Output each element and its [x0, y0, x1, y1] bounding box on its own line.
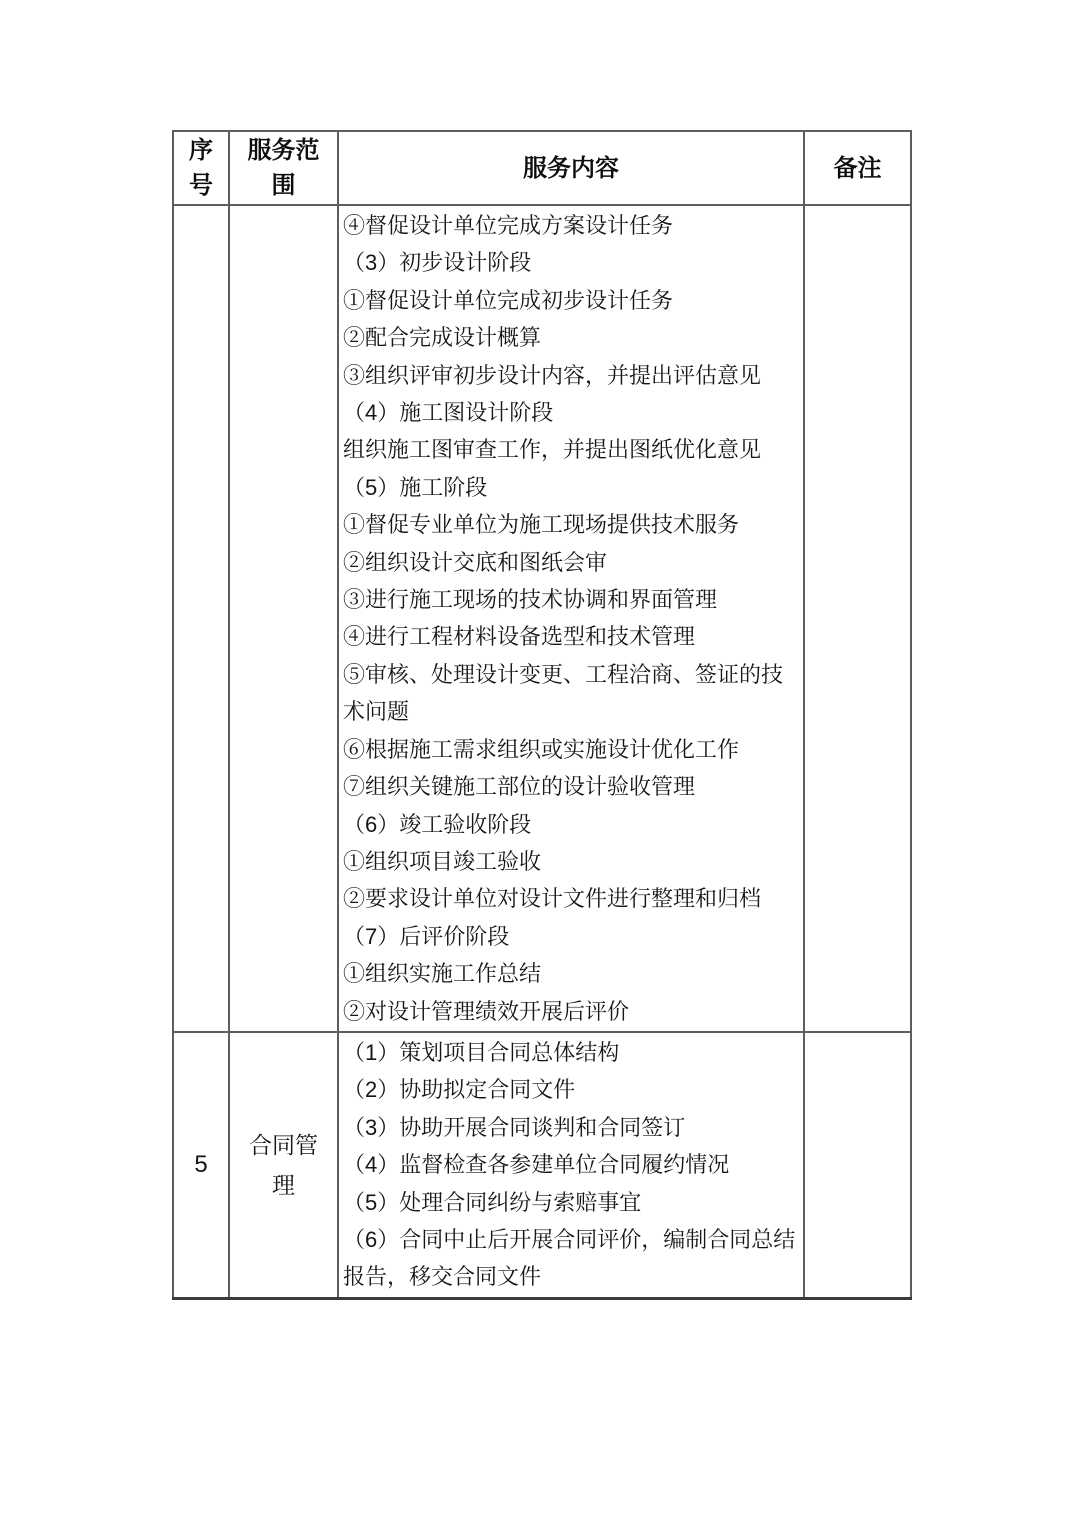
- content-line: （4）监督检查各参建单位合同履约情况: [343, 1152, 730, 1178]
- content-line: ⑤审核、处理设计变更、工程洽商、签证的技术问题: [343, 661, 784, 725]
- content-line: 组织施工图审查工作，并提出图纸优化意见: [343, 437, 762, 463]
- cell-service-scope: [229, 205, 338, 1032]
- cell-service-scope: 合同管理: [229, 1032, 338, 1299]
- content-line-list: [343, 207, 796, 1030]
- cell-serial-number: [173, 205, 229, 1032]
- content-line: （7）后评价阶段: [343, 923, 510, 949]
- content-line: ②配合完成设计概算: [343, 325, 542, 351]
- cell-remark: [804, 1032, 911, 1299]
- header-serial-number: 序号: [173, 131, 229, 205]
- content-line: （5）施工阶段: [343, 474, 488, 500]
- content-line: ②组织设计交底和图纸会审: [343, 549, 608, 575]
- table-header-row: [173, 131, 911, 205]
- header-remark: 备注: [804, 131, 911, 205]
- content-line: （3）初步设计阶段: [343, 250, 532, 276]
- content-line: ④进行工程材料设备选型和技术管理: [343, 624, 696, 650]
- content-line: （1）策划项目合同总体结构: [343, 1040, 620, 1065]
- content-line: ③组织评审初步设计内容，并提出评估意见: [343, 362, 762, 388]
- content-line: （3）协助开展合同谈判和合同签订: [343, 1114, 686, 1140]
- content-line: ①组织项目竣工验收: [343, 848, 542, 874]
- content-line: ①督促专业单位为施工现场提供技术服务: [343, 512, 740, 538]
- content-line: （4）施工图设计阶段: [343, 400, 554, 426]
- cell-service-content: [338, 205, 804, 1032]
- content-line: （6）合同中止后开展合同评价，编制合同总结报告，移交合同文件: [343, 1227, 796, 1290]
- table-row-contract-management: [173, 1032, 911, 1299]
- content-line: ①组织实施工作总结: [343, 961, 542, 987]
- content-line-list: [343, 1034, 796, 1296]
- content-line: ②要求设计单位对设计文件进行整理和归档: [343, 886, 762, 912]
- content-line: （2）协助拟定合同文件: [343, 1077, 576, 1103]
- content-line: ⑥根据施工需求组织或实施设计优化工作: [343, 736, 740, 762]
- header-service-scope: 服务范围: [229, 131, 338, 205]
- cell-serial-number: 5: [173, 1032, 229, 1299]
- content-line: （5）处理合同纠纷与索赔事宜: [343, 1189, 642, 1215]
- table-row-continuation: [173, 205, 911, 1032]
- content-line: ④督促设计单位完成方案设计任务: [343, 213, 674, 238]
- content-line: ②对设计管理绩效开展后评价: [343, 998, 630, 1024]
- content-line: ⑦组织关键施工部位的设计验收管理: [343, 774, 696, 800]
- content-line: （6）竣工验收阶段: [343, 811, 532, 837]
- header-service-content: 服务内容: [338, 131, 804, 205]
- cell-service-content: [338, 1032, 804, 1299]
- cell-remark: [804, 205, 911, 1032]
- content-line: ③进行施工现场的技术协调和界面管理: [343, 587, 718, 613]
- service-table: [172, 130, 912, 1300]
- content-line: ①督促设计单位完成初步设计任务: [343, 287, 674, 313]
